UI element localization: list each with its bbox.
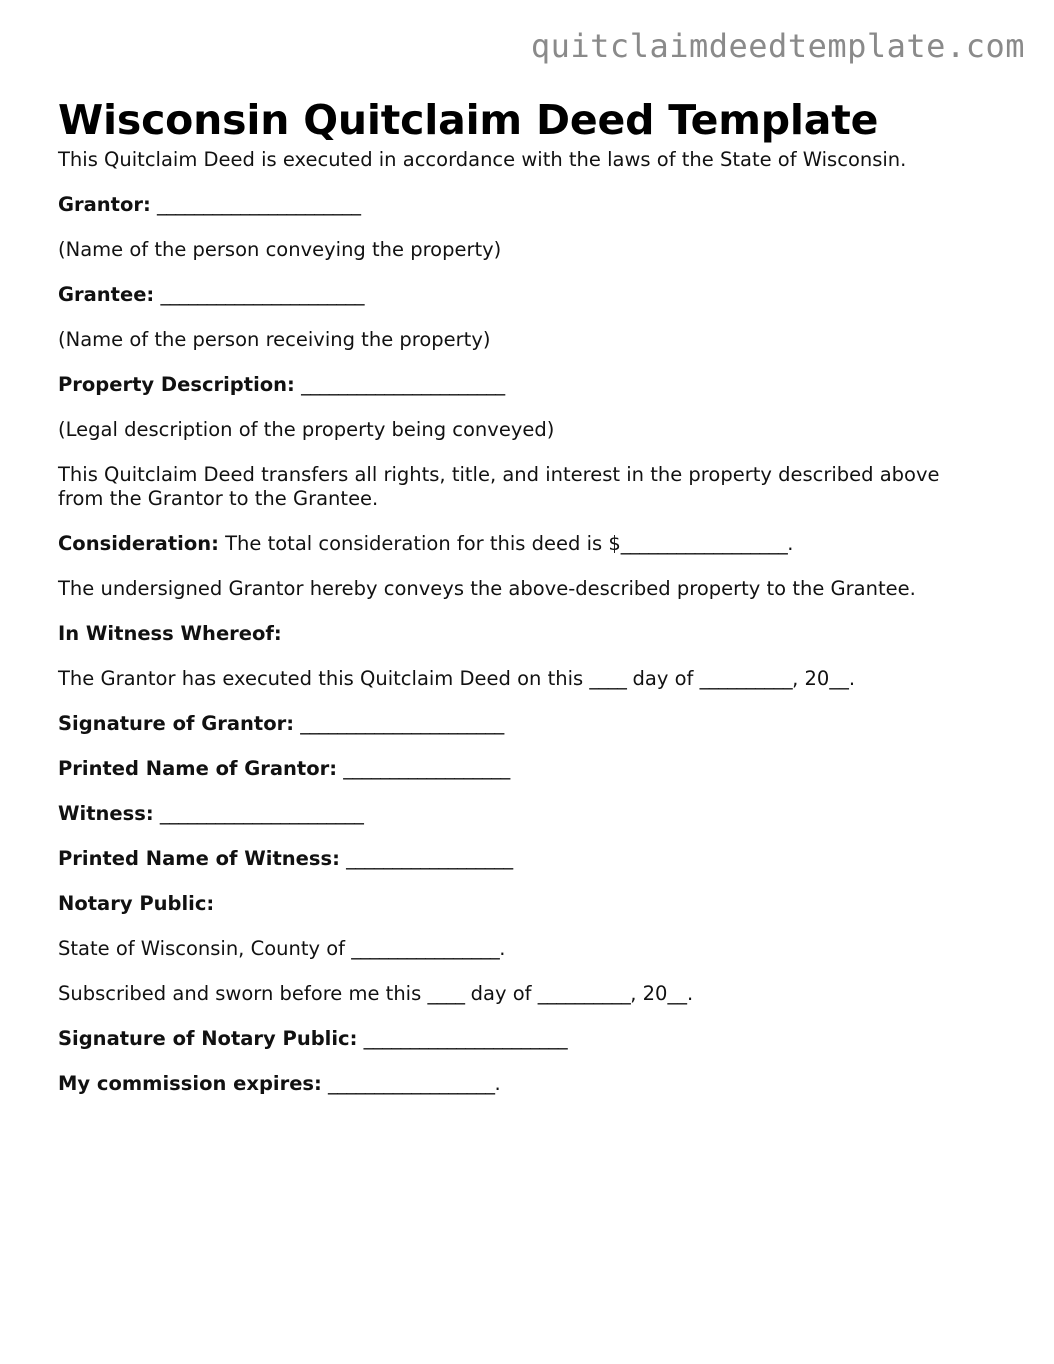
intro-paragraph: This Quitclaim Deed is executed in accordance with the laws of the State of Wisconsin. (58, 148, 907, 171)
witness-blank[interactable]: ______________________ (159, 802, 364, 825)
printed-name-of-grantor-label: Printed Name of Grantor: (58, 757, 338, 780)
printed-name-of-witness-label: Printed Name of Witness: (58, 847, 340, 870)
notary-public-label: Notary Public: (58, 892, 215, 915)
property-description-note: (Legal description of the property being conveyed) (58, 418, 555, 441)
sworn-day-blank[interactable]: ____ (427, 982, 465, 1005)
transfer-paragraph: This Quitclaim Deed transfers all rights, title, and interest in the property described above from the Grantor to the Grantee. (58, 463, 940, 510)
executed-prefix: The Grantor has executed this Quitclaim Deed on this (58, 667, 590, 690)
state-county-text: State of Wisconsin, County of (58, 937, 352, 960)
sworn-date-row (58, 982, 990, 1006)
property-description-label: Property Description: (58, 373, 295, 396)
executed-mid: day of (626, 667, 700, 690)
printed-name-of-grantor-row (58, 757, 990, 781)
executed-month-blank[interactable]: __________ (699, 667, 793, 690)
signature-of-grantor-blank[interactable]: ______________________ (300, 712, 504, 735)
conveys-paragraph: The undersigned Grantor hereby conveys the above-described property to the Grantee. (58, 577, 916, 600)
sworn-prefix: Subscribed and sworn before me this (58, 982, 428, 1005)
property-description-blank[interactable]: ______________________ (301, 373, 505, 396)
signature-of-grantor-label: Signature of Grantor: (58, 712, 295, 735)
printed-name-of-witness-row (58, 847, 990, 871)
state-county-period: . (499, 937, 506, 960)
printed-name-of-witness-blank[interactable]: __________________ (346, 847, 513, 870)
property-description-row (58, 373, 990, 397)
sworn-year: , 20__. (630, 982, 694, 1005)
witness-label: Witness: (58, 802, 154, 825)
witness-row (58, 802, 990, 826)
notary-public-heading (58, 892, 990, 916)
sworn-month-blank[interactable]: __________ (537, 982, 631, 1005)
consideration-blank[interactable]: __________________ (620, 532, 788, 555)
grantee-note: (Name of the person receiving the property) (58, 328, 491, 351)
consideration-text: The total consideration for this deed is $ (225, 532, 621, 555)
executed-year: , 20__. (792, 667, 856, 690)
grantor-field-row (58, 193, 990, 217)
printed-name-of-grantor-blank[interactable]: __________________ (343, 757, 510, 780)
state-county-blank[interactable]: ________________ (351, 937, 500, 960)
signature-of-notary-label: Signature of Notary Public: (58, 1027, 358, 1050)
grantor-note: (Name of the person conveying the property) (58, 238, 502, 261)
commission-expires-period: . (494, 1072, 501, 1095)
site-watermark: quitclaimdeedtemplate.com (530, 27, 1025, 65)
consideration-period: . (787, 532, 794, 555)
executed-date-row (58, 667, 990, 691)
sworn-mid: day of (464, 982, 538, 1005)
document-body (58, 148, 990, 1117)
signature-of-grantor-row (58, 712, 990, 736)
signature-of-notary-blank[interactable]: ______________________ (363, 1027, 568, 1050)
grantee-blank[interactable]: ______________________ (160, 283, 364, 306)
executed-day-blank[interactable]: ____ (589, 667, 627, 690)
grantee-field-row (58, 283, 990, 307)
in-witness-whereof-label: In Witness Whereof: (58, 622, 282, 645)
state-county-row (58, 937, 990, 961)
consideration-label: Consideration: (58, 532, 219, 555)
signature-of-notary-row (58, 1027, 990, 1051)
page-title: Wisconsin Quitclaim Deed Template (58, 96, 879, 145)
commission-expires-blank[interactable]: __________________ (328, 1072, 495, 1095)
in-witness-whereof-heading (58, 622, 990, 646)
grantor-label: Grantor: (58, 193, 151, 216)
consideration-row (58, 532, 990, 556)
grantee-label: Grantee: (58, 283, 155, 306)
commission-expires-label: My commission expires: (58, 1072, 322, 1095)
grantor-blank[interactable]: ______________________ (157, 193, 361, 216)
commission-expires-row (58, 1072, 990, 1096)
